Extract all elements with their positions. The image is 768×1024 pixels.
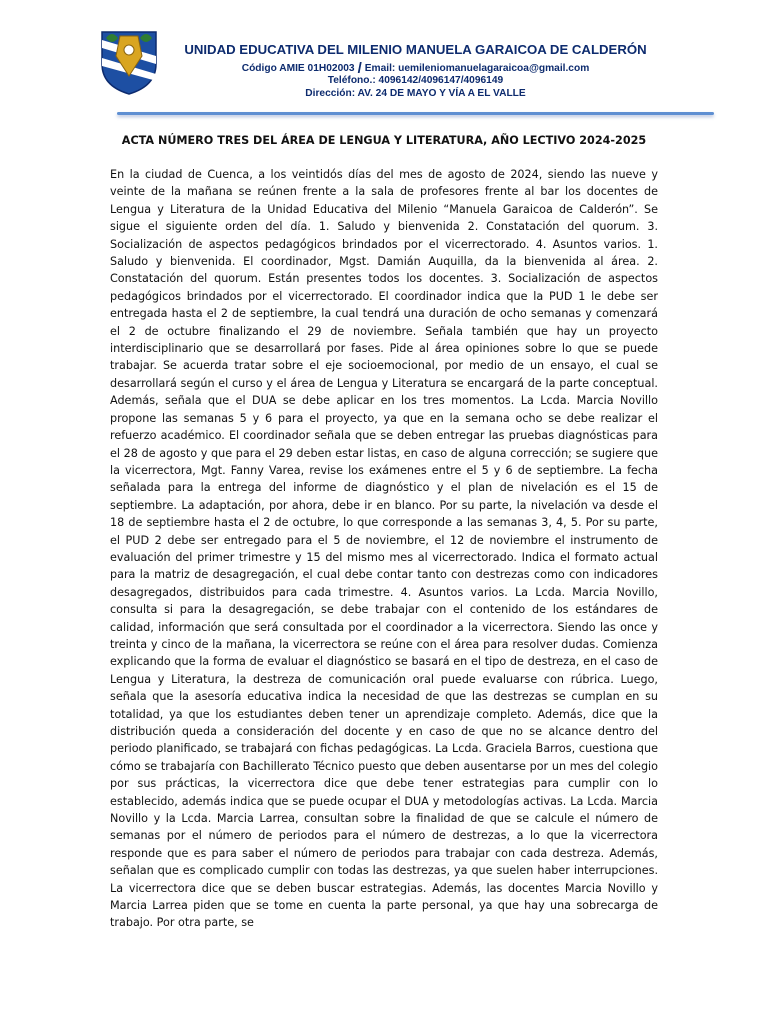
document-body: En la ciudad de Cuenca, a los veintidós días del mes de agosto de 2024, siendo las nueve y veinte de la mañana se reúnen frente a la sala de profesores frente al bar los docentes de Lengua y Literatura de la Unidad Educativa del Milenio “Manuela Garaicoa de Calderón”. Se sigue el siguiente orden del día. 1. Saludo y bienvenida 2. Constatación del quorum. 3. Socialización de aspectos pedagógicos brindados por el vicerrectorado. 4. Asuntos varios. 1. Saludo y bienvenida. El coordinador, Mgst. Damián Auquilla, da la bienvenida al área. 2. Constatación del quorum. Están presentes todos los docentes. 3. Socialización de aspectos pedagógicos brindados por el vicerrectorado. El coordinador indica que la PUD 1 le debe ser entregada hasta el 2 de septiembre, la cual tendrá una duración de ocho semanas y comenzará el 2 de octubre finalizando el 29 de noviembre. Señala también que hay un proyecto interdisciplinario que se desarrollará por fases. Pide al área opiniones sobre lo que se puede trabajar. Se acuerda tratar sobre el eje socioemocional, por medio de un ensayo, el cual se desarrollará según el curso y el área de Lengua y Literatura se encargará de la parte conceptual. Además, señala que el DUA se debe aplicar en los tres momentos. La Lcda. Marcia Novillo propone las semanas 5 y 6 para el proyecto, ya que en la semana ocho se debe realizar el refuerzo académico. El coordinador señala que se deben entregar las pruebas diagnósticas para el 28 de agosto y que para el 29 deben estar listas, en caso de alguna corrección; se sugiere que la vicerrectora, Mgt. Fanny Varea, revise los exámenes entre el 5 y 6 de septiembre. La fecha señalada para la entrega del informe de diagnóstico y el plan de nivelación es el 15 de septiembre. La adaptación, por ahora, debe ir en blanco. Por su parte, la nivelación va desde el 18 de septiembre hasta el 2 de octubre, lo que corresponde a las semanas 3, 4, 5. Por su parte, el PUD 2 debe ser entregado para el 5 de noviembre, el 12 de noviembre el instrumento de evaluación del primer trimestre y 15 del mismo mes al vicerrectorado. Indica el formato actual para la matriz de desagregación, el cual debe contar tanto con destrezas como con indicadores desagregados, distribuidos para cada trimestre. 4. Asuntos varios. La Lcda. Marcia Novillo, consulta si para la desagregación, se debe trabajar con el contenido de los estándares de calidad, información que será consultada por el coordinador a la vicerrectora. Siendo las once y treinta y cinco de la mañana, la vicerrectora se reúne con el área para resolver dudas. Comienza explicando que la forma de evaluar el diagnóstico se basará en el tipo de destreza, en el caso de Lengua y Literatura, la destreza de comunicación oral puede evaluarse con rúbrica. Luego, señala que la asesoría educativa indica la necesidad de que las destrezas se cumplan en su totalidad, ya que los estudiantes deben tener un aprendizaje completo. Además, dice que la distribución queda a consideración del docente y en caso de que no se alcance dentro del periodo planificado, se trabajará con fichas pedagógicas. La Lcda. Graciela Barros, cuestiona que cómo se trabajaría con Bachillerato Técnico puesto que deben ausentarse por un mes del colegio por sus prácticas, la vicerrectora dice que debe tener estrategias para cumplir con lo establecido, además indica que se puede ocupar el DUA y metodologías activas. La Lcda. Marcia Novillo y la Lcda. Marcia Larrea, consultan sobre la finalidad de que se calcule el número de semanas por el número de periodos para el número de destrezas, a lo que la vicerrectora responde que es para saber el número de periodos para trabajar con cada destreza. Además, señalan que es complicado cumplir con todas las destrezas, ya que suelen haber interrupciones. La vicerrectora dice que se deben buscar estrategias. Además, las docentes Marcia Novillo y Marcia Larrea piden que se tome en cuenta la parte personal, ya que hay una sobrecarga de trabajo. Por otra parte, se xyxy=(110,168,658,930)
header-divider xyxy=(117,112,714,115)
address-text: Dirección: AV. 24 DE MAYO Y VÍA A EL VALLE xyxy=(305,88,526,99)
document-title: ACTA NÚMERO TRES DEL ÁREA DE LENGUA Y LITERATURA, AÑO LECTIVO 2024-2025 xyxy=(121,134,647,147)
letterhead xyxy=(0,0,768,125)
email-text: Email: uemileniomanuelagaraicoa@gmail.com xyxy=(364,63,590,74)
school-crest-icon xyxy=(98,26,160,96)
amie-code: Código AMIE 01H02003 xyxy=(241,63,355,74)
separator: / xyxy=(357,60,362,77)
school-name: UNIDAD EDUCATIVA DEL MILENIO MANUELA GARAICOA DE CALDERÓN xyxy=(184,42,647,57)
phone-text: Teléfono.: 4096142/4096147/4096149 xyxy=(327,75,504,86)
